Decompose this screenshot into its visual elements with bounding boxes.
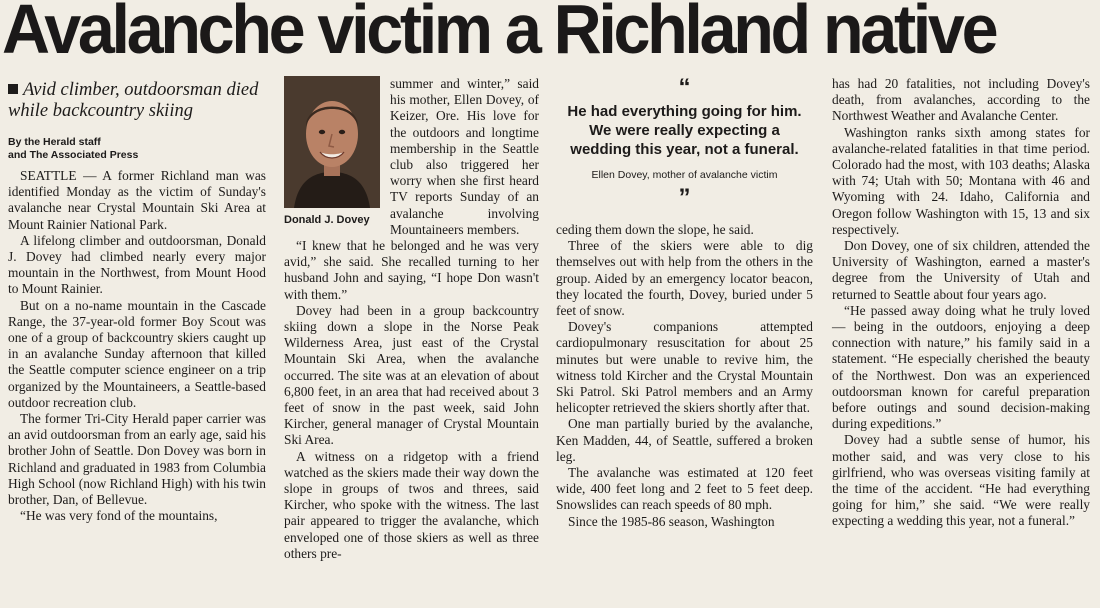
- paragraph: summer and winter,” said his mother, Ellen Dovey, of Keizer, Ore. His love for the outdoors and longtime membership in the Seattle club also triggered her worry when she first heard TV reports Sunday of an avalanche involving Mountaineers members.: [390, 76, 539, 237]
- dateline: SEATTLE: [20, 168, 77, 183]
- photo-caption: Donald J. Dovey: [284, 214, 370, 226]
- pull-quote: [564, 74, 805, 211]
- column-2: [284, 76, 539, 562]
- paragraph: has had 20 fatalities, not including Dovey's death, from avalanches, according to the Northwest Weather and Avalanche Center.: [832, 76, 1090, 124]
- paragraph: One man partially buried by the avalanche, Ken Madden, 44, of Seattle, suffered a broken leg.: [556, 416, 813, 464]
- photo-block: [284, 76, 384, 227]
- paragraph: [8, 168, 266, 233]
- pull-quote-attribution: Ellen Dovey, mother of avalanche victim: [591, 169, 778, 181]
- portrait-photo: [284, 76, 380, 208]
- byline-line-1: By the Herald staff: [8, 136, 101, 148]
- column-4: [832, 76, 1090, 530]
- headline: Avalanche victim a Richland native: [2, 0, 996, 68]
- open-quote-mark: “: [678, 74, 691, 101]
- paragraph: The avalanche was estimated at 120 feet wide, 400 feet long and 2 feet to 5 feet deep. Snowslides can reach speeds of 80 mph.: [556, 465, 813, 513]
- column-3: [556, 76, 813, 530]
- paragraph: The former Tri-City Herald paper carrier was an avid outdoorsman from an early age, said his brother John of Seattle. Don Dovey was born in Richland and graduated in 1983 from Columbia High School (now Richland High) with his twin brother, Dan, of Bellevue.: [8, 411, 266, 508]
- deck: [8, 80, 266, 122]
- paragraph: “I knew that he belonged and he was very avid,” she said. She recalled turning to her husband John and saying, “I hope Don wasn't with them.”: [284, 238, 539, 302]
- portrait-illustration: [284, 76, 380, 208]
- paragraph: ceding them down the slope, he said.: [556, 222, 754, 237]
- paragraph: Washington ranks sixth among states for avalanche-related fatalities in that time period. Colorado had the most, with 103 deaths; Alaska with 74; Utah with 50; Montana with 46 and Wyoming with 24. Idaho, California and Oregon follow Washington with 15, 13 and six respectively.: [832, 124, 1090, 237]
- byline-line-2: and The Associated Press: [8, 149, 139, 161]
- paragraph: A lifelong climber and outdoorsman, Donald J. Dovey had climbed nearly every major mountain in the Northwest, from Mount Hood to Mount Rainier.: [8, 232, 266, 297]
- paragraph: “He was very fond of the mountains,: [20, 508, 218, 524]
- paragraph: “He passed away doing what he truly loved — being in the outdoors, enjoying a deep connection with nature,” his family said in a statement. “He especially cherished the beauty of the Northwest. Don was an experienced outdoorsman known for careful preparation before outings and sound decision-making during expeditions.”: [832, 302, 1090, 432]
- paragraph: Don Dovey, one of six children, attended the University of Washington, earned a master's degree from the University of Utah and returned to Seattle about four years ago.: [832, 238, 1090, 302]
- paragraph-text: — A former Richland man was identified Monday as the victim of Sunday's avalanche near Crystal Mountain Ski Area at Mount Rainier National Park.: [8, 168, 266, 232]
- column-1: [8, 76, 266, 524]
- deck-text: Avid climber, outdoorsman died while backcountry skiing: [8, 80, 259, 121]
- paragraph: Dovey had a subtle sense of humor, his mother said, and was very close to his girlfriend, who was overseas visiting family at the time of the accident. “He had everything going for him,” she said. “We were really expecting a wedding this year, not a funeral.”: [832, 432, 1090, 529]
- paragraph: Dovey's companions attempted cardiopulmonary resuscitation for about 25 minutes but were unable to revive him, the witness told Kircher and the Crystal Mountain Ski Patrol. Ski Patrol members and an Army helicopter retrieved the skiers shortly after that.: [556, 319, 813, 416]
- paragraph: But on a no-name mountain in the Cascade Range, the 37-year-old former Boy Scout was one of a group of backcountry skiers caught up in an avalanche Sunday afternoon that killed the Seattle computer science engineer on a trip organized by the Mountaineers, a Seattle-based outdoor recreation club.: [8, 297, 266, 410]
- bullet-square-icon: [8, 84, 18, 94]
- paragraph: A witness on a ridgetop with a friend watched as the skiers made their way down the slope in groups of twos and threes, said Kircher, who spoke with the witness. The last pair appeared to trigger the avalanche, which enveloped one of those skiers as well as three others pre-: [284, 448, 539, 561]
- paragraph: Since the 1985-86 season, Washington: [568, 513, 775, 529]
- byline: [8, 136, 266, 162]
- paragraph: Three of the skiers were able to dig themselves out with help from the others in the group. Aided by an emergency locator beacon, they located the fourth, Dovey, buried under 5 feet of snow.: [556, 238, 813, 319]
- paragraph: Dovey had been in a group backcountry skiing down a slope in the Norse Peak Wilderness Area, just east of the Crystal Mountain Ski Area, when the avalanche occurred. The site was at an elevation of about 6,800 feet, in an area that had received about 3 feet of snow in the past week, said John Kircher, general manager of Crystal Mountain Ski Area.: [284, 302, 539, 448]
- close-quote-mark: ”: [678, 184, 691, 211]
- pull-quote-text: He had everything going for him. We were really expecting a wedding this year, not a funeral.: [567, 103, 802, 158]
